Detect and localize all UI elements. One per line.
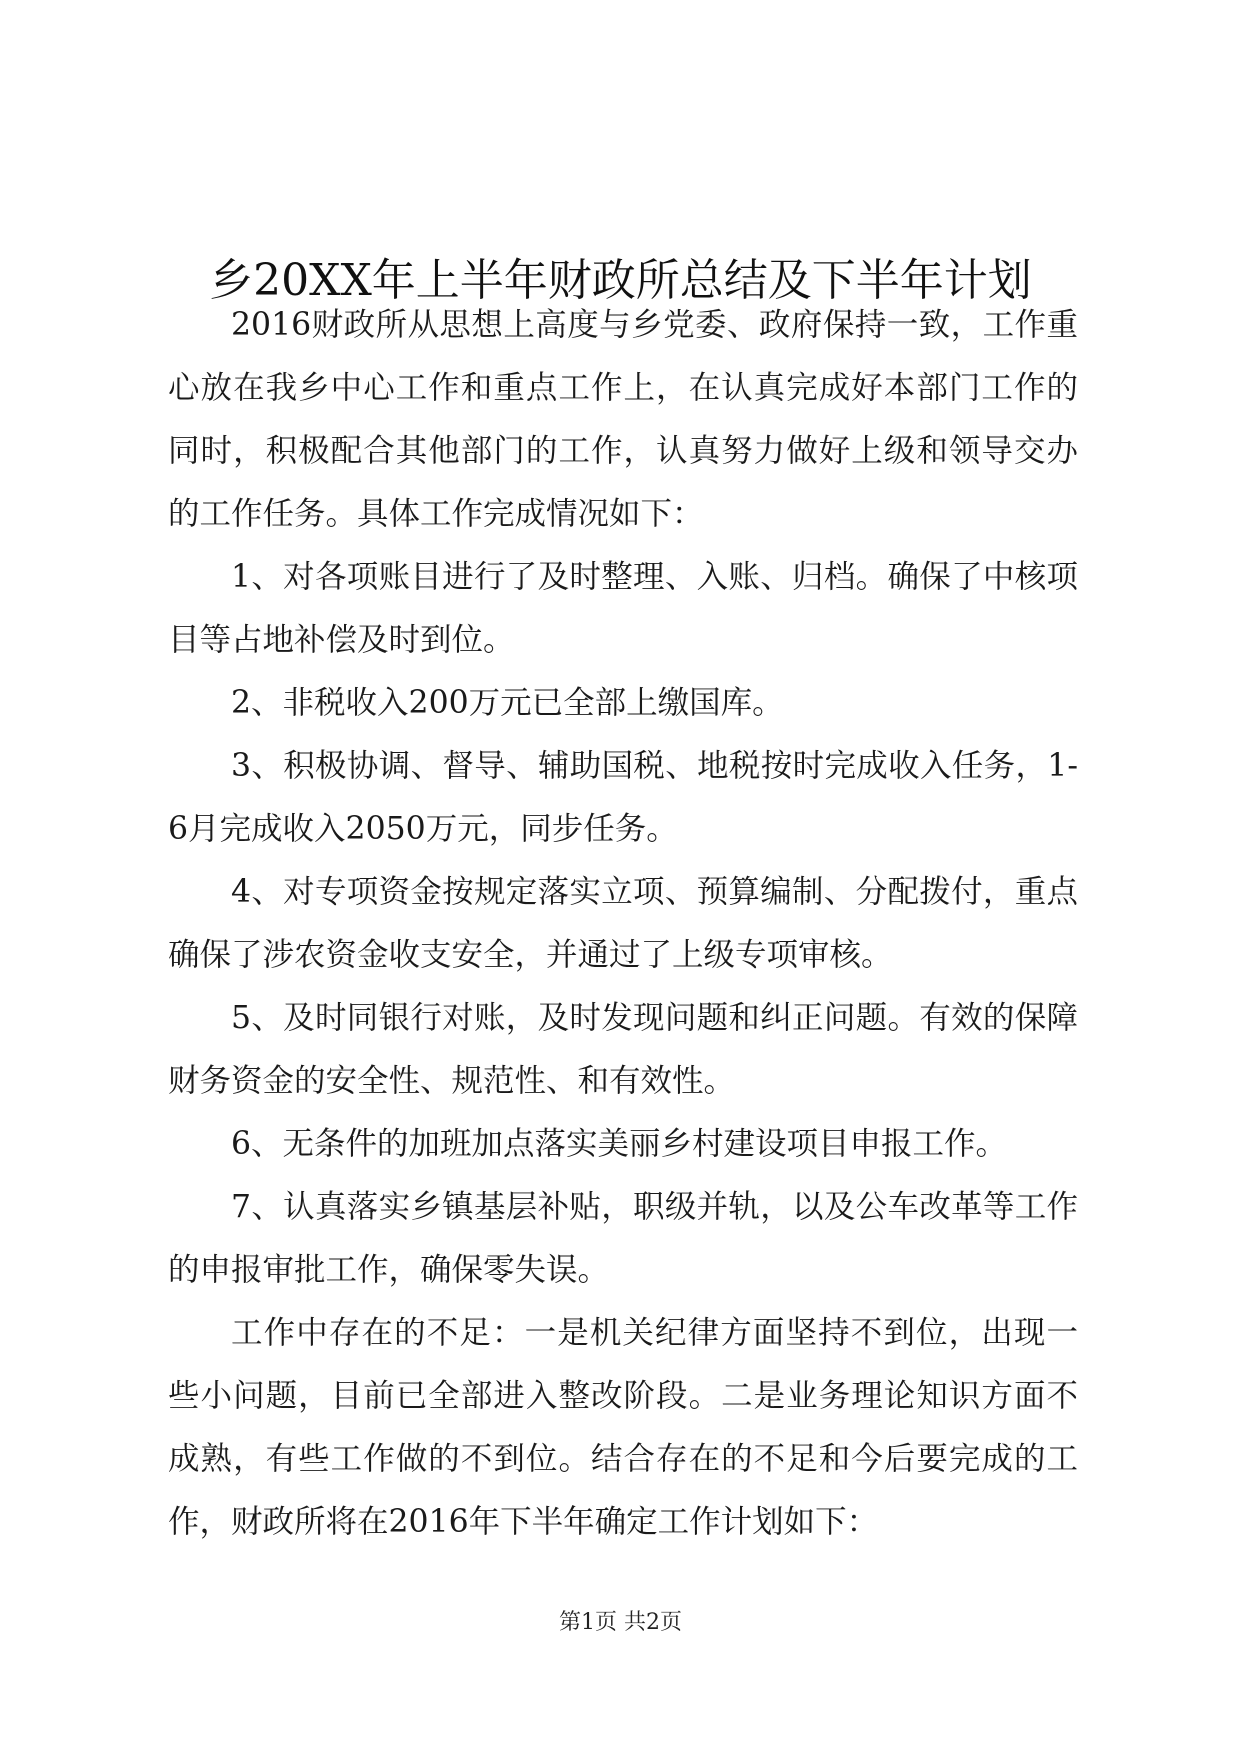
paragraph-item-1: 1、对各项账目进行了及时整理、入账、归档。确保了中核项目等占地补偿及时到位。 xyxy=(168,559,1078,658)
paragraph-item-2: 2、非税收入200万元已全部上缴国库。 xyxy=(231,685,784,721)
paragraph-intro: 2016财政所从思想上高度与乡党委、政府保持一致，工作重心放在我乡中心工作和重点工作上，在认真完成好本部门工作的同时，积极配合其他部门的工作，认真努力做好上级和领导交办的工作任务。具体工作完成情况如下： xyxy=(168,307,1078,532)
page-number-footer: 第1页 共2页 xyxy=(559,1610,682,1635)
paragraph-item-5: 5、及时同银行对账，及时发现问题和纠正问题。有效的保障财务资金的安全性、规范性、和有效性。 xyxy=(168,1000,1078,1099)
paragraph-shortcomings: 工作中存在的不足：一是机关纪律方面坚持不到位，出现一些小问题，目前已全部进入整改阶段。二是业务理论知识方面不成熟，有些工作做的不到位。结合存在的不足和今后要完成的工作，财政所将在2016年下半年确定工作计划如下： xyxy=(168,1315,1078,1540)
paragraph-item-7: 7、认真落实乡镇基层补贴，职级并轨，以及公车改革等工作的申报审批工作，确保零失误。 xyxy=(168,1189,1078,1288)
paragraph-item-4: 4、对专项资金按规定落实立项、预算编制、分配拨付，重点确保了涉农资金收支安全，并通过了上级专项审核。 xyxy=(168,874,1078,973)
document-body xyxy=(168,294,1078,1554)
paragraph-item-3: 3、积极协调、督导、辅助国税、地税按时完成收入任务，1-6月完成收入2050万元，同步任务。 xyxy=(168,748,1078,847)
paragraph-item-6: 6、无条件的加班加点落实美丽乡村建设项目申报工作。 xyxy=(231,1126,1008,1162)
document-title: 乡20XX年上半年财政所总结及下半年计划 xyxy=(209,255,1032,307)
